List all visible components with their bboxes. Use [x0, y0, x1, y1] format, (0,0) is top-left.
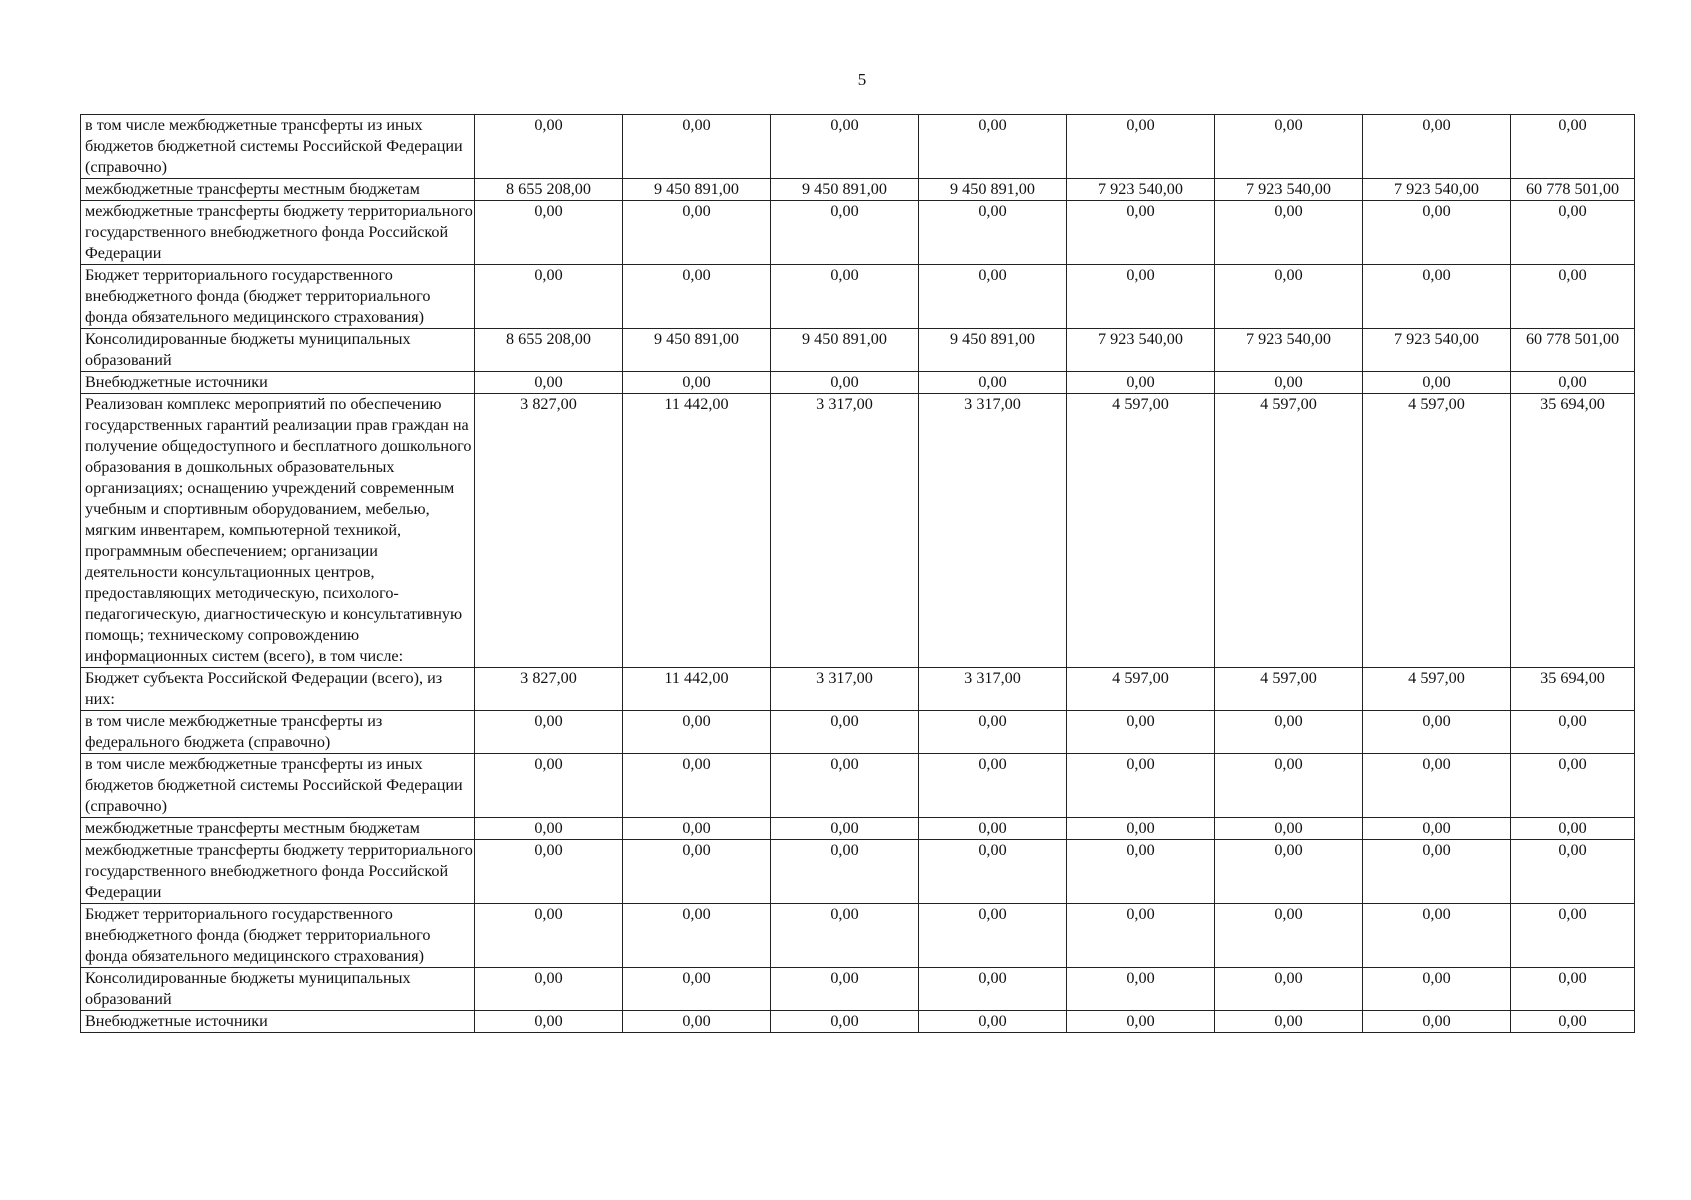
row-value: 0,00 — [1215, 372, 1363, 394]
row-value: 0,00 — [771, 201, 919, 265]
row-value: 0,00 — [919, 265, 1067, 329]
row-value: 0,00 — [475, 201, 623, 265]
row-value: 0,00 — [475, 968, 623, 1011]
row-value: 0,00 — [1067, 818, 1215, 840]
row-value: 0,00 — [919, 711, 1067, 754]
row-value: 0,00 — [475, 372, 623, 394]
row-value: 0,00 — [623, 372, 771, 394]
row-value: 0,00 — [623, 265, 771, 329]
row-value: 0,00 — [475, 818, 623, 840]
row-value: 0,00 — [475, 265, 623, 329]
table-row — [81, 265, 1635, 329]
row-value: 0,00 — [919, 968, 1067, 1011]
row-value: 0,00 — [919, 372, 1067, 394]
row-label: в том числе межбюджетные трансферты из иных бюджетов бюджетной системы Российской Федерации (справочно) — [81, 754, 475, 818]
row-value: 0,00 — [475, 904, 623, 968]
row-value: 7 923 540,00 — [1363, 329, 1511, 372]
row-value: 0,00 — [1511, 818, 1635, 840]
row-value: 0,00 — [919, 840, 1067, 904]
row-value: 7 923 540,00 — [1363, 179, 1511, 201]
row-label: в том числе межбюджетные трансферты из федерального бюджета (справочно) — [81, 711, 475, 754]
budget-table — [80, 114, 1635, 1033]
row-value: 0,00 — [1215, 201, 1363, 265]
row-value: 0,00 — [1363, 968, 1511, 1011]
row-label: Бюджет субъекта Российской Федерации (всего), из них: — [81, 668, 475, 711]
row-value: 0,00 — [771, 372, 919, 394]
row-value: 0,00 — [623, 754, 771, 818]
row-value: 0,00 — [1511, 1011, 1635, 1033]
row-label: Бюджет территориального государственного внебюджетного фонда (бюджет территориального фонда обязательного медицинского страхования) — [81, 904, 475, 968]
row-value: 0,00 — [1363, 754, 1511, 818]
row-value: 0,00 — [1363, 711, 1511, 754]
table-row — [81, 904, 1635, 968]
row-value: 0,00 — [1215, 840, 1363, 904]
row-value: 11 442,00 — [623, 394, 771, 668]
row-value: 3 827,00 — [475, 668, 623, 711]
row-value: 4 597,00 — [1363, 394, 1511, 668]
row-value: 11 442,00 — [623, 668, 771, 711]
row-label: Консолидированные бюджеты муниципальных образований — [81, 968, 475, 1011]
row-value: 3 827,00 — [475, 394, 623, 668]
row-value: 0,00 — [1215, 265, 1363, 329]
row-value: 8 655 208,00 — [475, 179, 623, 201]
row-value: 4 597,00 — [1067, 394, 1215, 668]
row-label: Реализован комплекс мероприятий по обеспечению государственных гарантий реализации прав граждан на получение общедоступного и бесплатного дошкольного образования в дошкольных образовательных организациях; оснащению учреждений современным учебным и спортивным оборудованием, мебелью, мягким инвентарем, компьютерной техникой, программным обеспечением; организации деятельности консультационных центров, предоставляющих методическую, психолого-педагогическую, диагностическую и консультативную помощь; техническому сопровождению информационных систем (всего), в том числе: — [81, 394, 475, 668]
table-row — [81, 394, 1635, 668]
row-label: Консолидированные бюджеты муниципальных образований — [81, 329, 475, 372]
row-value: 0,00 — [771, 904, 919, 968]
row-value: 9 450 891,00 — [771, 329, 919, 372]
row-label: Внебюджетные источники — [81, 1011, 475, 1033]
row-value: 0,00 — [1215, 904, 1363, 968]
row-value: 0,00 — [623, 115, 771, 179]
row-value: 0,00 — [1067, 265, 1215, 329]
row-value: 60 778 501,00 — [1511, 329, 1635, 372]
row-label: межбюджетные трансферты бюджету территориального государственного внебюджетного фонда Российской Федерации — [81, 840, 475, 904]
row-value: 0,00 — [1215, 818, 1363, 840]
row-value: 0,00 — [1511, 968, 1635, 1011]
row-value: 3 317,00 — [919, 668, 1067, 711]
row-value: 7 923 540,00 — [1215, 329, 1363, 372]
table-row — [81, 840, 1635, 904]
row-value: 4 597,00 — [1067, 668, 1215, 711]
row-value: 7 923 540,00 — [1215, 179, 1363, 201]
row-value: 0,00 — [1215, 968, 1363, 1011]
row-value: 0,00 — [771, 1011, 919, 1033]
row-value: 0,00 — [1511, 265, 1635, 329]
row-value: 0,00 — [771, 265, 919, 329]
row-value: 0,00 — [771, 968, 919, 1011]
row-value: 0,00 — [1511, 754, 1635, 818]
row-value: 0,00 — [919, 754, 1067, 818]
row-value: 0,00 — [1363, 1011, 1511, 1033]
row-value: 0,00 — [1511, 115, 1635, 179]
table-row — [81, 201, 1635, 265]
row-value: 0,00 — [919, 818, 1067, 840]
row-value: 9 450 891,00 — [623, 179, 771, 201]
row-value: 4 597,00 — [1363, 668, 1511, 711]
row-value: 4 597,00 — [1215, 394, 1363, 668]
row-value: 0,00 — [1215, 711, 1363, 754]
row-value: 0,00 — [1067, 904, 1215, 968]
table-row — [81, 668, 1635, 711]
row-value: 0,00 — [1511, 711, 1635, 754]
row-value: 0,00 — [1511, 904, 1635, 968]
row-value: 0,00 — [623, 904, 771, 968]
row-value: 0,00 — [475, 115, 623, 179]
table-row — [81, 179, 1635, 201]
row-value: 0,00 — [1363, 372, 1511, 394]
page-number: 5 — [857, 70, 867, 89]
row-value: 0,00 — [1363, 201, 1511, 265]
row-value: 0,00 — [1067, 1011, 1215, 1033]
row-value: 7 923 540,00 — [1067, 329, 1215, 372]
row-value: 9 450 891,00 — [919, 329, 1067, 372]
row-value: 9 450 891,00 — [919, 179, 1067, 201]
row-value: 0,00 — [623, 840, 771, 904]
row-value: 0,00 — [1511, 201, 1635, 265]
row-value: 3 317,00 — [771, 668, 919, 711]
row-value: 0,00 — [475, 711, 623, 754]
row-value: 0,00 — [919, 115, 1067, 179]
table-row — [81, 711, 1635, 754]
table-row — [81, 754, 1635, 818]
row-value: 3 317,00 — [771, 394, 919, 668]
row-label: межбюджетные трансферты бюджету территориального государственного внебюджетного фонда Российской Федерации — [81, 201, 475, 265]
row-value: 60 778 501,00 — [1511, 179, 1635, 201]
table-row — [81, 329, 1635, 372]
row-value: 9 450 891,00 — [771, 179, 919, 201]
row-value: 0,00 — [475, 754, 623, 818]
row-value: 3 317,00 — [919, 394, 1067, 668]
row-value: 0,00 — [1363, 904, 1511, 968]
row-value: 35 694,00 — [1511, 394, 1635, 668]
row-label: в том числе межбюджетные трансферты из иных бюджетов бюджетной системы Российской Федерации (справочно) — [81, 115, 475, 179]
row-value: 0,00 — [771, 711, 919, 754]
row-value: 0,00 — [1067, 711, 1215, 754]
row-value: 0,00 — [771, 818, 919, 840]
row-value: 0,00 — [1067, 201, 1215, 265]
row-value: 0,00 — [1067, 968, 1215, 1011]
row-value: 0,00 — [1363, 840, 1511, 904]
table-row — [81, 1011, 1635, 1033]
row-value: 0,00 — [1215, 1011, 1363, 1033]
table-row — [81, 968, 1635, 1011]
row-value: 0,00 — [623, 1011, 771, 1033]
row-value: 0,00 — [1511, 372, 1635, 394]
budget-table-body — [81, 115, 1635, 1033]
row-value: 4 597,00 — [1215, 668, 1363, 711]
row-value: 0,00 — [1067, 840, 1215, 904]
row-value: 0,00 — [919, 201, 1067, 265]
row-value: 0,00 — [771, 840, 919, 904]
row-value: 0,00 — [919, 1011, 1067, 1033]
table-row — [81, 372, 1635, 394]
row-value: 0,00 — [475, 840, 623, 904]
row-value: 0,00 — [1215, 115, 1363, 179]
row-value: 0,00 — [475, 1011, 623, 1033]
row-value: 0,00 — [623, 201, 771, 265]
row-value: 0,00 — [1511, 840, 1635, 904]
row-value: 0,00 — [771, 754, 919, 818]
row-value: 7 923 540,00 — [1067, 179, 1215, 201]
row-label: Внебюджетные источники — [81, 372, 475, 394]
row-value: 0,00 — [919, 904, 1067, 968]
row-label: межбюджетные трансферты местным бюджетам — [81, 179, 475, 201]
table-row — [81, 115, 1635, 179]
table-row — [81, 818, 1635, 840]
row-value: 0,00 — [1067, 115, 1215, 179]
row-value: 9 450 891,00 — [623, 329, 771, 372]
row-value: 0,00 — [623, 968, 771, 1011]
row-label: межбюджетные трансферты местным бюджетам — [81, 818, 475, 840]
row-value: 0,00 — [1215, 754, 1363, 818]
row-value: 8 655 208,00 — [475, 329, 623, 372]
row-value: 0,00 — [1363, 818, 1511, 840]
row-value: 0,00 — [623, 818, 771, 840]
row-value: 0,00 — [1067, 754, 1215, 818]
row-value: 0,00 — [1363, 265, 1511, 329]
row-value: 35 694,00 — [1511, 668, 1635, 711]
row-label: Бюджет территориального государственного внебюджетного фонда (бюджет территориального фонда обязательного медицинского страхования) — [81, 265, 475, 329]
row-value: 0,00 — [1067, 372, 1215, 394]
row-value: 0,00 — [1363, 115, 1511, 179]
row-value: 0,00 — [623, 711, 771, 754]
row-value: 0,00 — [771, 115, 919, 179]
